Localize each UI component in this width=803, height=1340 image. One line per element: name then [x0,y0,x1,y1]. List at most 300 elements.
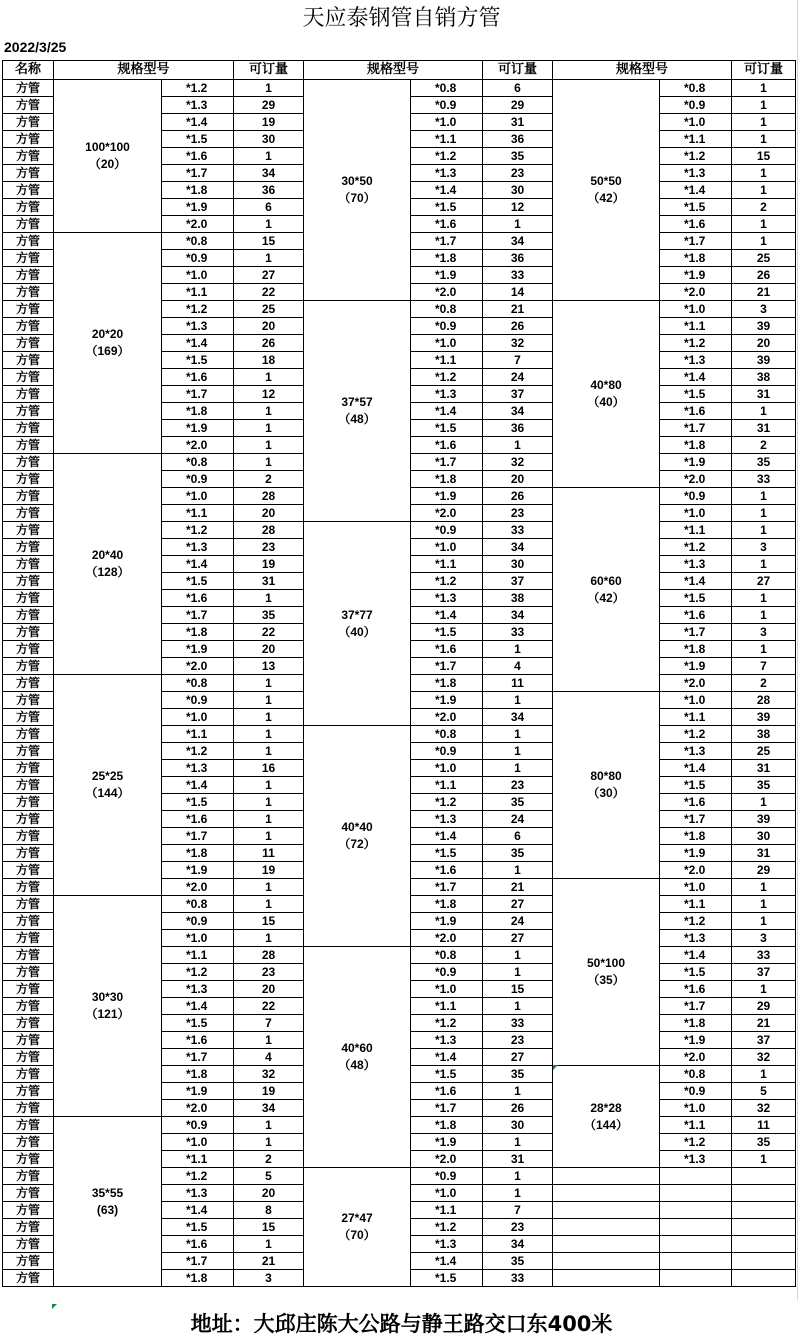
quantity-cell: 23 [483,165,553,182]
thickness-cell: *1.5 [162,1015,234,1032]
quantity-cell: 1 [732,896,796,913]
quantity-cell: 30 [234,131,304,148]
product-name: 方管 [3,301,54,318]
thickness-cell: *1.4 [162,556,234,573]
size-label: 40*80 [590,378,622,392]
product-name: 方管 [3,1270,54,1287]
size-total: （48） [338,412,376,426]
thickness-cell: *1.1 [660,522,732,539]
quantity-cell: 35 [234,607,304,624]
thickness-cell: *1.0 [162,267,234,284]
product-name: 方管 [3,556,54,573]
product-name: 方管 [3,930,54,947]
quantity-cell: 35 [483,1066,553,1083]
quantity-cell: 23 [483,1219,553,1236]
thickness-cell: *1.6 [660,607,732,624]
thickness-cell: *1.6 [162,369,234,386]
thickness-cell: *1.4 [411,182,483,199]
size-total: （121） [85,1007,130,1021]
quantity-cell: 1 [732,216,796,233]
product-name: 方管 [3,1134,54,1151]
quantity-cell: 33 [483,267,553,284]
quantity-cell: 1 [732,981,796,998]
product-name: 方管 [3,624,54,641]
product-name: 方管 [3,114,54,131]
thickness-cell: *1.7 [162,828,234,845]
size-label: 37*57 [341,395,373,409]
quantity-cell: 1 [732,913,796,930]
thickness-cell: *1.8 [162,182,234,199]
quantity-cell: 3 [732,930,796,947]
size-group [304,947,411,1168]
thickness-cell: *1.6 [162,148,234,165]
quantity-cell: 1 [483,1185,553,1202]
thickness-cell: *2.0 [162,658,234,675]
size-total: （40） [587,395,625,409]
thickness-cell: *1.2 [162,80,234,97]
product-name: 方管 [3,573,54,590]
product-name: 方管 [3,658,54,675]
thickness-cell: *1.9 [162,641,234,658]
thickness-cell: *2.0 [660,1049,732,1066]
quantity-cell: 1 [234,403,304,420]
thickness-cell: *1.4 [162,998,234,1015]
size-group [54,454,162,675]
product-name: 方管 [3,1168,54,1185]
thickness-cell: *1.5 [162,131,234,148]
size-total: （144） [583,1117,629,1132]
product-name: 方管 [3,862,54,879]
thickness-cell: *1.6 [411,216,483,233]
quantity-cell: 28 [732,692,796,709]
product-name: 方管 [3,318,54,335]
quantity-cell: 20 [234,505,304,522]
quantity-cell: 36 [483,420,553,437]
thickness-cell: *1.7 [162,1253,234,1270]
thickness-cell: *1.4 [411,1253,483,1270]
quantity-cell: 3 [732,539,796,556]
thickness-cell: *1.3 [411,386,483,403]
thickness-cell: *1.5 [162,352,234,369]
quantity-cell: 33 [483,624,553,641]
quantity-cell: 26 [732,267,796,284]
thickness-cell: *1.3 [162,1185,234,1202]
quantity-cell: 27 [234,267,304,284]
thickness-cell: *0.8 [162,454,234,471]
quantity-cell: 1 [234,216,304,233]
thickness-cell: *1.2 [411,369,483,386]
quantity-cell: 1 [234,675,304,692]
size-total: （40） [338,624,376,639]
size-group [304,1168,411,1287]
quantity-cell: 5 [234,1168,304,1185]
empty-cell [732,1185,796,1202]
quantity-cell: 19 [234,114,304,131]
size-group [553,301,660,488]
quantity-cell: 35 [732,777,796,794]
product-name: 方管 [3,1219,54,1236]
quantity-cell: 1 [483,1134,553,1151]
thickness-cell: *0.9 [411,318,483,335]
quantity-cell: 35 [732,454,796,471]
quantity-cell: 15 [234,233,304,250]
quantity-cell: 39 [732,352,796,369]
size-group [553,488,660,692]
quantity-cell: 3 [234,1270,304,1287]
quantity-cell: 1 [483,998,553,1015]
quantity-cell: 2 [234,1151,304,1168]
quantity-cell: 23 [234,539,304,556]
thickness-cell: *1.2 [162,522,234,539]
thickness-cell: *1.7 [660,624,732,641]
quantity-cell: 1 [234,743,304,760]
thickness-cell: *1.5 [411,845,483,862]
quantity-cell: 24 [483,369,553,386]
quantity-cell: 31 [234,573,304,590]
quantity-cell: 35 [483,1253,553,1270]
thickness-cell: *1.4 [411,828,483,845]
thickness-cell: *1.2 [411,1015,483,1032]
size-group [54,675,162,896]
product-name: 方管 [3,998,54,1015]
thickness-cell: *1.2 [411,148,483,165]
thickness-cell: *1.5 [660,199,732,216]
thickness-cell: *1.8 [660,1015,732,1032]
quantity-cell: 1 [234,709,304,726]
thickness-cell: *1.2 [660,726,732,743]
quantity-cell: 38 [732,369,796,386]
product-name: 方管 [3,1151,54,1168]
thickness-cell: *1.4 [660,182,732,199]
product-name: 方管 [3,233,54,250]
thickness-cell: *0.9 [162,250,234,267]
quantity-cell: 1 [234,828,304,845]
quantity-cell: 1 [732,233,796,250]
header-spec: 规格型号 [54,61,234,80]
product-name: 方管 [3,488,54,505]
quantity-cell: 6 [234,199,304,216]
thickness-cell: *1.9 [411,692,483,709]
quantity-cell: 33 [483,1015,553,1032]
thickness-cell: *1.7 [162,607,234,624]
product-name: 方管 [3,743,54,760]
quantity-cell: 30 [732,828,796,845]
product-name: 方管 [3,165,54,182]
thickness-cell: *2.0 [660,675,732,692]
thickness-cell: *1.2 [162,301,234,318]
quantity-cell: 1 [732,641,796,658]
thickness-cell: *1.8 [411,1117,483,1134]
quantity-cell: 36 [483,250,553,267]
thickness-cell: *1.3 [411,590,483,607]
quantity-cell: 31 [732,760,796,777]
thickness-cell: *1.5 [162,1219,234,1236]
quantity-cell: 1 [732,556,796,573]
quantity-cell: 1 [483,760,553,777]
thickness-cell: *1.5 [411,1066,483,1083]
quantity-cell: 1 [234,454,304,471]
thickness-cell: *1.4 [162,777,234,794]
thickness-cell: *1.7 [162,386,234,403]
thickness-cell: *1.8 [660,641,732,658]
product-name: 方管 [3,420,54,437]
quantity-cell: 1 [732,590,796,607]
quantity-cell: 1 [732,403,796,420]
quantity-cell: 23 [483,777,553,794]
thickness-cell: *1.2 [660,1134,732,1151]
quantity-cell: 2 [732,199,796,216]
thickness-cell: *1.4 [411,403,483,420]
quantity-cell: 26 [483,488,553,505]
quantity-cell: 20 [234,318,304,335]
empty-cell [553,1236,660,1253]
thickness-cell: *0.8 [411,947,483,964]
thickness-cell: *1.0 [162,930,234,947]
product-name: 方管 [3,182,54,199]
product-name: 方管 [3,250,54,267]
quantity-cell: 1 [483,641,553,658]
thickness-cell: *0.9 [660,1083,732,1100]
product-name: 方管 [3,1032,54,1049]
quantity-cell: 1 [234,930,304,947]
product-name: 方管 [3,590,54,607]
quantity-cell: 24 [483,913,553,930]
size-total: （30） [587,786,625,800]
thickness-cell: *1.6 [162,1032,234,1049]
thickness-cell: *1.1 [162,284,234,301]
thickness-cell: *2.0 [162,1100,234,1117]
thickness-cell: *1.8 [162,403,234,420]
thickness-cell: *2.0 [411,709,483,726]
thickness-cell: *1.1 [660,318,732,335]
quantity-cell: 1 [732,505,796,522]
quantity-cell: 37 [483,386,553,403]
empty-cell [553,1270,660,1287]
empty-cell [553,1202,660,1219]
quantity-cell: 24 [483,811,553,828]
size-label: 35*55 [91,1185,124,1200]
product-name: 方管 [3,199,54,216]
product-name: 方管 [3,913,54,930]
quantity-cell: 1 [234,1032,304,1049]
quantity-cell: 5 [732,1083,796,1100]
thickness-cell: *1.5 [162,573,234,590]
quantity-cell: 27 [483,1049,553,1066]
size-label: 40*40 [341,820,373,834]
size-label: 50*100 [586,956,626,970]
quantity-cell: 1 [732,1151,796,1168]
size-label: 20*40 [91,548,124,562]
quantity-cell: 1 [234,80,304,97]
thickness-cell: *1.9 [411,913,483,930]
quantity-cell: 32 [483,335,553,352]
quantity-cell: 21 [732,284,796,301]
quantity-cell: 31 [732,845,796,862]
thickness-cell: *1.0 [411,114,483,131]
quantity-cell: 1 [732,1066,796,1083]
empty-cell [553,1168,660,1185]
empty-cell [553,1185,660,1202]
quantity-cell: 35 [483,148,553,165]
product-name: 方管 [3,369,54,386]
thickness-cell: *1.1 [411,556,483,573]
quantity-cell: 38 [732,726,796,743]
size-group [54,1117,162,1287]
product-name: 方管 [3,981,54,998]
quantity-cell: 12 [234,386,304,403]
product-name: 方管 [3,964,54,981]
product-name: 方管 [3,284,54,301]
size-total: （20） [88,157,127,171]
thickness-cell: *2.0 [411,1151,483,1168]
quantity-cell: 37 [732,1032,796,1049]
thickness-cell: *1.1 [411,777,483,794]
thickness-cell: *1.0 [660,114,732,131]
thickness-cell: *1.7 [162,1049,234,1066]
thickness-cell: *1.8 [162,1270,234,1287]
thickness-cell: *1.9 [660,1032,732,1049]
thickness-cell: *1.5 [660,386,732,403]
quantity-cell: 12 [483,199,553,216]
product-name: 方管 [3,131,54,148]
thickness-cell: *1.8 [411,250,483,267]
thickness-cell: *1.6 [411,1083,483,1100]
thickness-cell: *1.2 [660,913,732,930]
thickness-cell: *1.8 [660,250,732,267]
quantity-cell: 32 [732,1049,796,1066]
size-total: （144） [85,786,130,800]
quantity-cell: 33 [732,947,796,964]
quantity-cell: 1 [483,743,553,760]
quantity-cell: 37 [483,573,553,590]
size-group [54,896,162,1117]
thickness-cell: *1.6 [411,437,483,454]
quantity-cell: 26 [483,1100,553,1117]
size-label: 60*60 [590,573,622,588]
product-name: 方管 [3,216,54,233]
thickness-cell: *1.9 [660,454,732,471]
empty-cell [732,1236,796,1253]
product-name: 方管 [3,896,54,913]
thickness-cell: *1.1 [660,896,732,913]
size-label: 80*80 [590,769,622,783]
quantity-cell: 28 [234,522,304,539]
thickness-cell: *1.3 [660,743,732,760]
quantity-cell: 26 [234,335,304,352]
thickness-cell: *1.0 [660,1100,732,1117]
size-total: （35） [587,973,625,987]
thickness-cell: *1.3 [162,539,234,556]
header-name: 名称 [3,61,54,80]
size-total: (63) [96,1202,119,1217]
product-name: 方管 [3,845,54,862]
product-name: 方管 [3,641,54,658]
quantity-cell: 31 [732,420,796,437]
quantity-cell: 1 [483,1083,553,1100]
empty-cell [660,1236,732,1253]
quantity-cell: 6 [483,828,553,845]
thickness-cell: *1.1 [660,131,732,148]
thickness-cell: *1.4 [411,607,483,624]
quantity-cell: 39 [732,811,796,828]
quantity-cell: 29 [234,97,304,114]
thickness-cell: *1.2 [660,335,732,352]
page-title: 天应泰钢管自销方管 [302,6,501,31]
thickness-cell: *1.3 [660,930,732,947]
quantity-cell: 27 [732,573,796,590]
thickness-cell: *1.9 [411,267,483,284]
thickness-cell: *1.9 [411,1134,483,1151]
size-group [553,692,660,879]
thickness-cell: *1.7 [411,658,483,675]
quantity-cell: 1 [483,964,553,981]
quantity-cell: 19 [234,1083,304,1100]
quantity-cell: 27 [483,930,553,947]
header-spec: 规格型号 [553,61,732,80]
quantity-cell: 18 [234,352,304,369]
quantity-cell: 1 [234,777,304,794]
empty-cell [732,1202,796,1219]
product-name: 方管 [3,386,54,403]
quantity-cell: 23 [483,1032,553,1049]
size-label: 27*47 [341,1211,373,1225]
header-qty: 可订量 [483,61,553,80]
product-name: 方管 [3,1066,54,1083]
quantity-cell: 33 [483,1270,553,1287]
thickness-cell: *2.0 [162,437,234,454]
report-date: 2022/3/25 [4,39,67,55]
quantity-cell: 1 [234,148,304,165]
quantity-cell: 14 [483,284,553,301]
product-name: 方管 [3,522,54,539]
thickness-cell: *1.4 [660,947,732,964]
thickness-cell: *1.1 [660,709,732,726]
table-body [3,80,796,1287]
quantity-cell: 34 [483,403,553,420]
thickness-cell: *1.8 [162,1066,234,1083]
thickness-cell: *1.3 [660,165,732,182]
quantity-cell: 15 [483,981,553,998]
quantity-cell: 39 [732,318,796,335]
size-total: （48） [338,1058,376,1072]
thickness-cell: *2.0 [411,505,483,522]
thickness-cell: *1.0 [411,1185,483,1202]
quantity-cell: 3 [732,624,796,641]
quantity-cell: 1 [732,97,796,114]
quantity-cell: 34 [483,233,553,250]
size-label: 37*77 [341,607,373,622]
table-header-row [3,61,796,80]
quantity-cell: 20 [234,981,304,998]
product-name: 方管 [3,794,54,811]
thickness-cell: *1.0 [411,539,483,556]
thickness-cell: *1.8 [411,471,483,488]
thickness-cell: *1.2 [162,1168,234,1185]
quantity-cell: 29 [732,998,796,1015]
quantity-cell: 22 [234,998,304,1015]
empty-cell [660,1270,732,1287]
thickness-cell: *1.1 [162,726,234,743]
thickness-cell: *1.9 [411,488,483,505]
quantity-cell: 29 [732,862,796,879]
quantity-cell: 32 [483,454,553,471]
thickness-cell: *1.9 [660,845,732,862]
quantity-cell: 21 [732,1015,796,1032]
quantity-cell: 26 [483,318,553,335]
cell-marker-icon [553,1065,558,1070]
product-name: 方管 [3,1117,54,1134]
product-name: 方管 [3,335,54,352]
